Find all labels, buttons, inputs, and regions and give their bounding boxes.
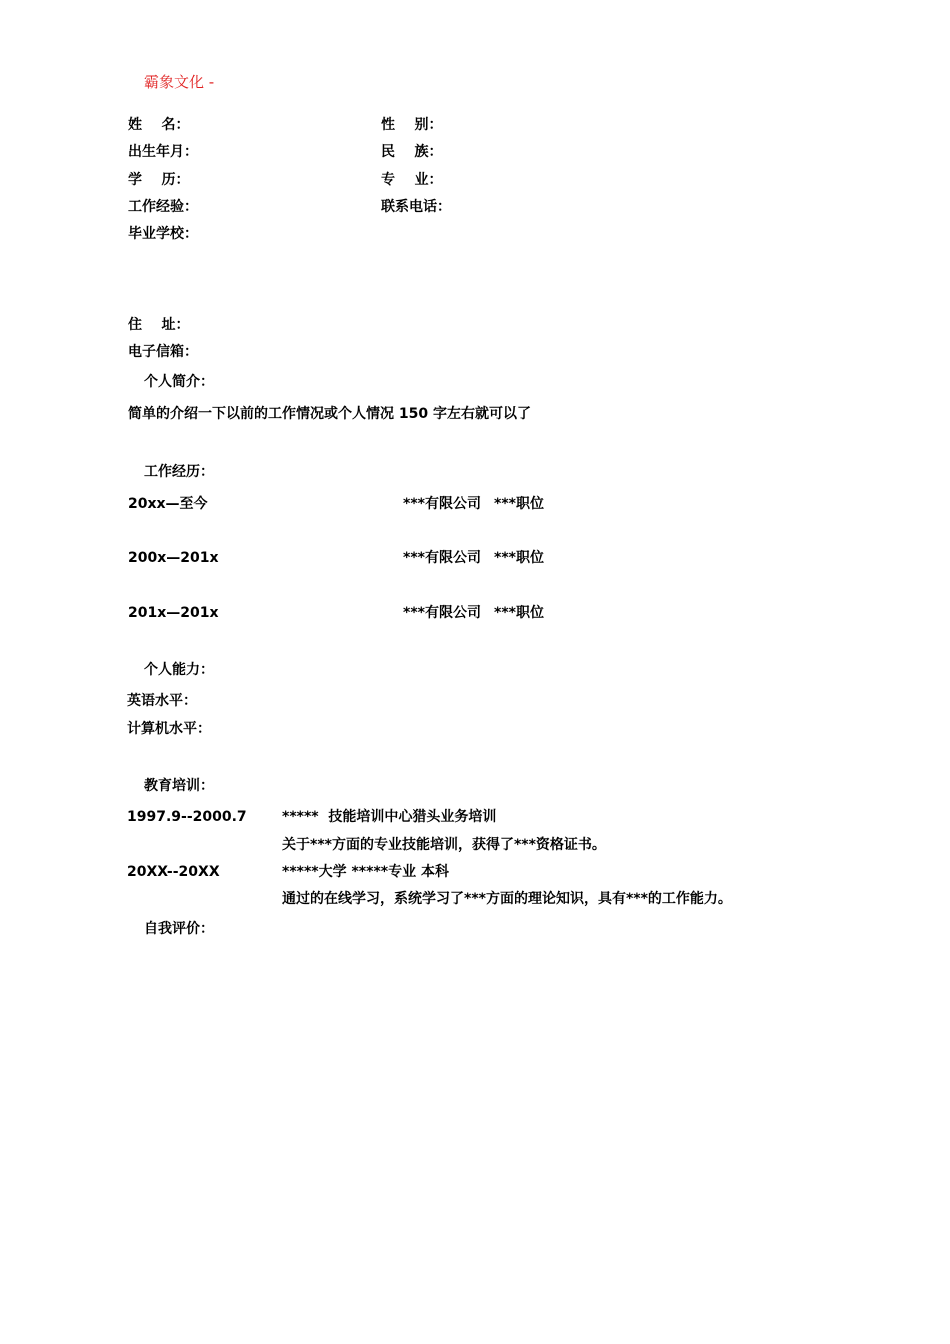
edu-title: *****大学 *****专业 本科 [282,864,449,880]
major-label: 专 业： [381,172,443,188]
birth-label: 出生年月： [128,144,198,160]
work-company: ***有限公司 [403,550,481,566]
work-period: 20xx—至今 [128,496,208,512]
school-label: 毕业学校： [128,226,198,242]
email-label: 电子信箱： [128,344,198,360]
brand-title: 霸象文化 - [144,73,215,91]
edu-period: 1997.9--2000.7 [127,809,247,825]
work-company: ***有限公司 [403,605,481,621]
edu-period: 20XX--20XX [127,864,220,880]
ethnicity-label: 民 族： [381,144,443,160]
education-heading: 教育培训： [144,778,214,794]
work-position: ***职位 [494,496,544,512]
computer-label: 计算机水平： [127,721,211,737]
education-label: 学 历： [128,172,190,188]
experience-label: 工作经验： [128,199,198,215]
work-heading: 工作经历： [144,464,214,480]
address-label: 住 址： [128,317,190,333]
english-label: 英语水平： [127,693,197,709]
profile-text: 简单的介绍一下以前的工作情况或个人情况 150 字左右就可以了 [128,406,531,422]
self-eval-heading: 自我评价： [144,921,214,937]
gender-label: 性 别： [381,117,443,133]
work-position: ***职位 [494,605,544,621]
work-period: 200x—201x [128,550,219,566]
work-company: ***有限公司 [403,496,481,512]
work-period: 201x—201x [128,605,219,621]
skills-heading: 个人能力： [144,662,214,678]
profile-heading: 个人简介： [144,374,214,390]
name-label: 姓 名： [128,117,190,133]
work-position: ***职位 [494,550,544,566]
phone-label: 联系电话： [381,199,451,215]
edu-detail: 通过的在线学习，系统学习了***方面的理论知识，具有***的工作能力。 [282,891,732,907]
edu-title: ***** 技能培训中心猎头业务培训 [282,809,497,825]
edu-detail: 关于***方面的专业技能培训，获得了***资格证书。 [282,837,606,853]
